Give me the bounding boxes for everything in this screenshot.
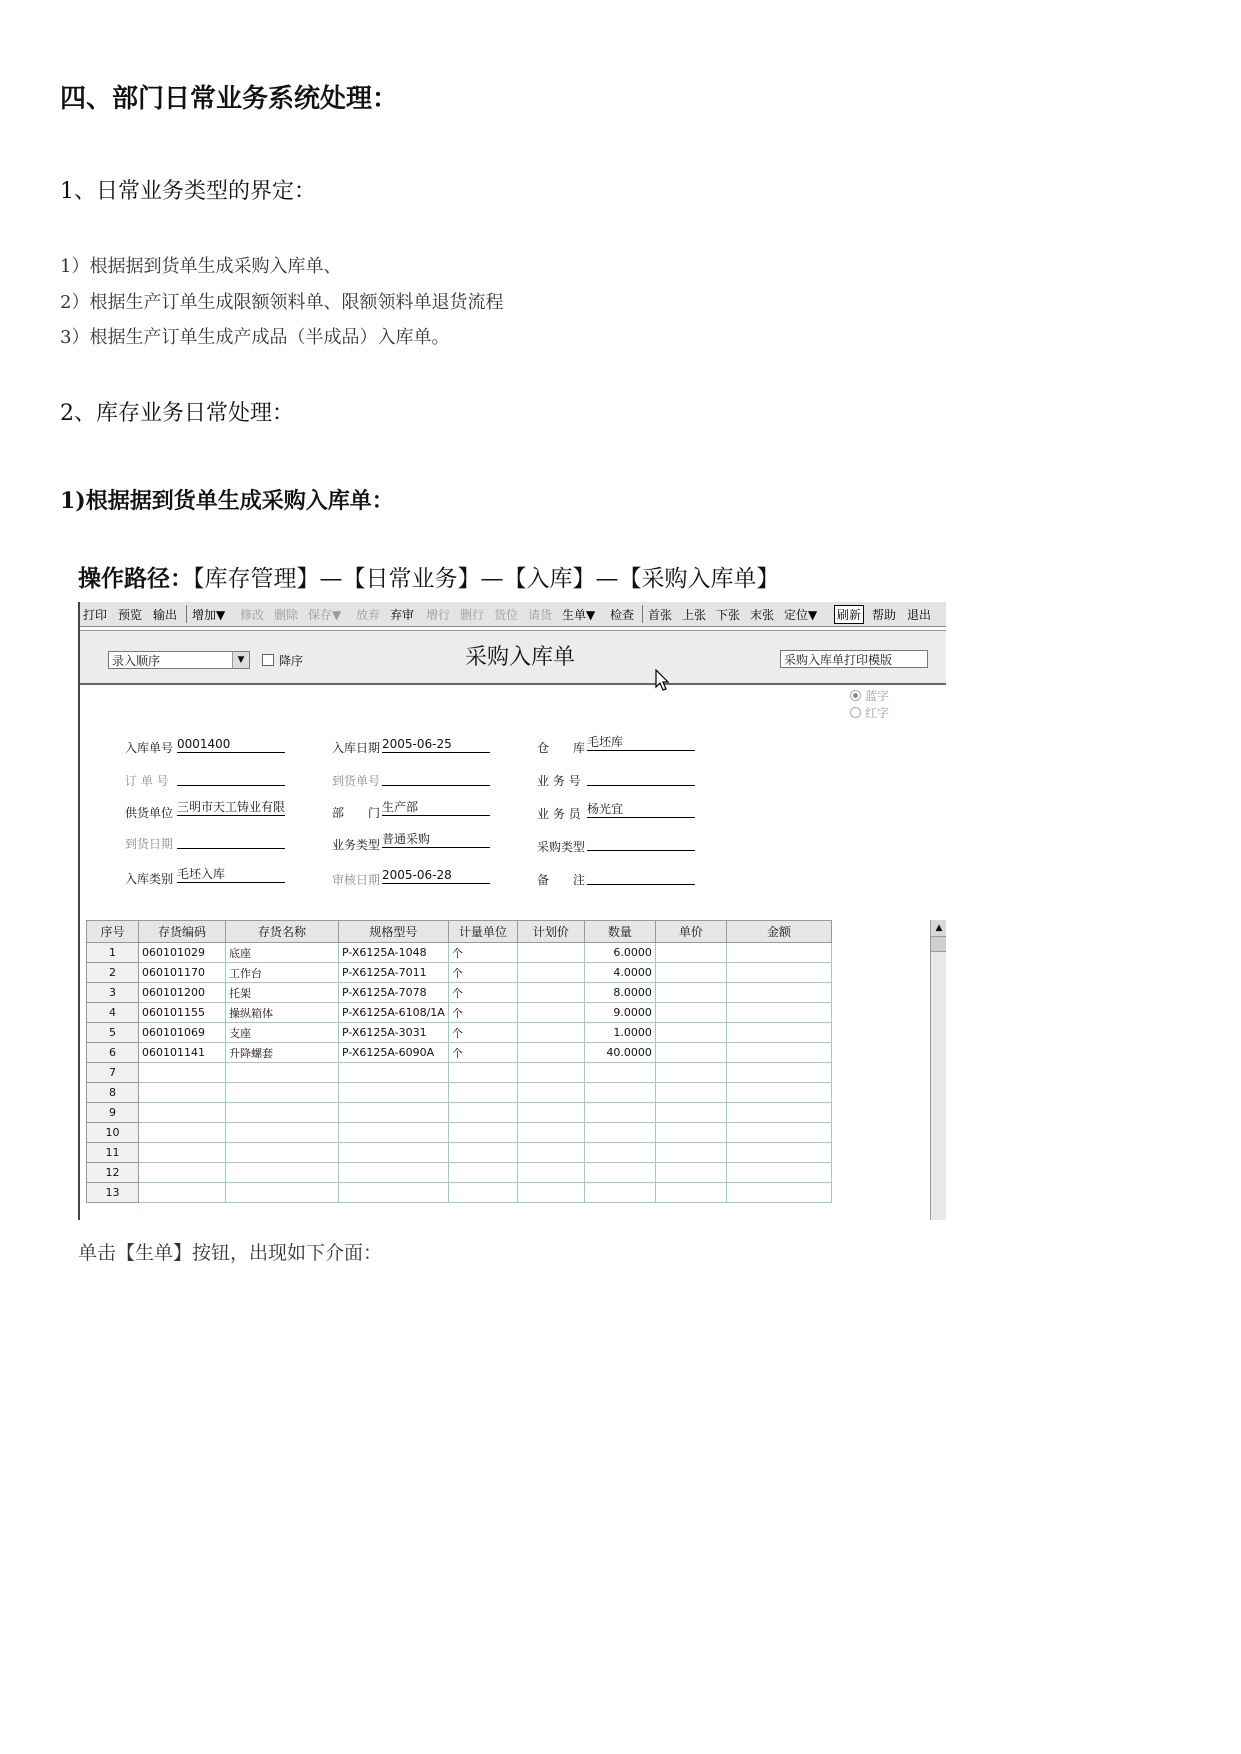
chevron-down-icon[interactable]: ▼ [232,652,249,668]
arrival-no-label: 到货单号 [332,774,381,788]
table-cell[interactable]: 底座 [226,943,339,963]
table-cell[interactable] [448,1103,517,1123]
table-cell[interactable]: 支座 [226,1023,339,1043]
table-cell[interactable] [726,963,831,983]
row-number-cell: 5 [87,1023,139,1043]
table-cell[interactable] [448,1183,517,1203]
print-template-value: 采购入库单打印模版 [784,653,893,667]
table-cell[interactable] [448,1143,517,1163]
table-row[interactable] [87,1063,832,1083]
table-cell[interactable]: 升降螺套 [226,1043,339,1063]
table-cell[interactable] [139,1183,226,1203]
table-cell[interactable] [584,1143,655,1163]
table-cell[interactable]: 6.0000 [584,943,655,963]
table-cell[interactable] [517,1043,584,1063]
generate-button[interactable]: 生单▼ [562,608,596,622]
table-cell[interactable]: P-X6125A-7078 [339,983,449,1003]
remark-label: 备 注 [537,873,586,887]
instruction-text: 单击【生单】按钮，出现如下介面： [78,1242,383,1264]
operation-path-text: 【库存管理】—【日常业务】—【入库】—【采购入库单】 [193,566,780,592]
table-cell[interactable] [139,1083,226,1103]
grid-header-cell[interactable]: 序号 [87,921,139,943]
table-row[interactable] [87,1123,832,1143]
table-cell[interactable] [655,1083,726,1103]
grid-header-cell[interactable]: 金额 [726,921,831,943]
subsection-heading-3: 1)根据据到货单生成采购入库单： [60,488,394,514]
toolbar [80,602,946,627]
table-cell[interactable]: 9.0000 [584,1003,655,1023]
table-cell[interactable]: 40.0000 [584,1043,655,1063]
radio-selected-icon [850,690,861,701]
table-row[interactable] [87,1143,832,1163]
grid-header-cell[interactable]: 数量 [584,921,655,943]
modify-button[interactable]: 修改 [240,608,265,622]
table-cell[interactable] [139,1063,226,1083]
table-cell[interactable] [448,1163,517,1183]
unaudit-button[interactable]: 弃审 [390,608,415,622]
table-cell[interactable] [448,1083,517,1103]
table-cell[interactable] [655,1003,726,1023]
table-cell[interactable] [517,1123,584,1143]
table-cell[interactable] [517,1183,584,1203]
table-cell[interactable] [517,1003,584,1023]
table-cell[interactable] [726,1143,831,1163]
receipt-date-label: 入库日期 [332,741,381,755]
arrival-date-field[interactable] [177,833,285,849]
grid-header-cell[interactable]: 存货编码 [139,921,226,943]
table-cell[interactable]: 操纵箱体 [226,1003,339,1023]
table-row[interactable] [87,1003,832,1023]
delete-row-button[interactable]: 删行 [460,608,485,622]
purchase-receipt-screenshot [78,602,946,1220]
list-item-2: 2）根据生产订单生成限额领料单、限额领料单退货流程 [60,292,504,313]
row-number-cell: 11 [87,1143,139,1163]
table-cell[interactable] [339,1123,449,1143]
table-cell[interactable]: 060101141 [139,1043,226,1063]
table-cell[interactable] [655,963,726,983]
blue-radio[interactable] [850,687,889,704]
table-cell[interactable] [584,1123,655,1143]
table-cell[interactable] [226,1123,339,1143]
clerk-field[interactable]: 杨光宜 [587,802,695,818]
department-label: 部 门 [332,806,381,820]
table-cell[interactable] [339,1143,449,1163]
table-cell[interactable] [339,1163,449,1183]
supplier-label: 供货单位 [125,806,174,820]
table-cell[interactable] [517,1063,584,1083]
refresh-button[interactable]: 刷新 [834,605,864,624]
table-cell[interactable]: 4.0000 [584,963,655,983]
row-number-cell: 6 [87,1043,139,1063]
table-cell[interactable] [517,983,584,1003]
table-cell[interactable] [517,963,584,983]
grid-header-cell[interactable]: 规格型号 [339,921,449,943]
table-cell[interactable] [655,1123,726,1143]
blue-radio-label: 蓝字 [865,689,890,703]
table-row[interactable] [87,1083,832,1103]
table-cell[interactable] [584,1163,655,1183]
operation-path-label: 操作路径： [78,565,193,592]
scroll-thumb[interactable] [931,937,946,952]
table-cell[interactable] [139,1143,226,1163]
table-cell[interactable] [726,943,831,963]
warehouse-field[interactable]: 毛坯库 [587,735,695,751]
next-button[interactable]: 下张 [716,608,741,622]
locate-button[interactable]: 定位▼ [784,608,818,622]
table-row[interactable] [87,963,832,983]
grid-body [87,943,832,1203]
warehouse-label: 仓 库 [537,741,586,755]
table-cell[interactable] [517,1143,584,1163]
output-button[interactable]: 输出 [153,608,178,622]
preview-button[interactable]: 预览 [118,608,143,622]
table-cell[interactable]: 个 [448,983,517,1003]
table-cell[interactable]: 060101155 [139,1003,226,1023]
table-cell[interactable] [726,1043,831,1063]
row-number-cell: 13 [87,1183,139,1203]
table-cell[interactable]: P-X6125A-6090A [339,1043,449,1063]
operation-path [78,560,780,593]
toolbar-divider [642,605,643,623]
table-cell[interactable] [448,1063,517,1083]
table-cell[interactable]: P-X6125A-6108/1A [339,1003,449,1023]
table-cell[interactable] [226,1143,339,1163]
department-field[interactable]: 生产部 [382,800,490,816]
table-cell[interactable]: 8.0000 [584,983,655,1003]
table-cell[interactable] [339,1183,449,1203]
table-cell[interactable]: 托架 [226,983,339,1003]
table-cell[interactable]: 060101029 [139,943,226,963]
order-no-field[interactable] [177,770,285,786]
table-cell[interactable] [726,1003,831,1023]
table-cell[interactable] [584,1083,655,1103]
row-number-cell: 3 [87,983,139,1003]
table-row[interactable] [87,1103,832,1123]
table-cell[interactable] [726,1123,831,1143]
remark-field[interactable] [587,869,695,885]
receipt-no-field[interactable]: 0001400 [177,737,285,753]
descending-label: 降序 [279,654,304,668]
toolbar-divider [186,605,187,623]
table-cell[interactable] [655,1183,726,1203]
row-number-cell: 4 [87,1003,139,1023]
order-no-label: 订 单 号 [125,774,169,788]
prev-button[interactable]: 上张 [682,608,707,622]
list-item-3: 3）根据生产订单生成产成品（半成品）入库单。 [60,327,450,348]
table-cell[interactable]: 060101170 [139,963,226,983]
grid-header-cell[interactable]: 存货名称 [226,921,339,943]
table-cell[interactable]: 个 [448,963,517,983]
table-cell[interactable] [517,1163,584,1183]
table-cell[interactable] [226,1083,339,1103]
location-button[interactable]: 货位 [494,608,519,622]
save-button[interactable]: 保存▼ [308,608,342,622]
grid-header-cell[interactable]: 计划价 [517,921,584,943]
print-template-select[interactable] [780,650,928,668]
business-type-label: 业务类型 [332,838,381,852]
table-cell[interactable]: 个 [448,1003,517,1023]
supplier-field[interactable]: 三明市天工铸业有限 [177,800,286,814]
table-cell[interactable] [655,1103,726,1123]
table-cell[interactable] [726,1103,831,1123]
row-number-cell: 7 [87,1063,139,1083]
table-cell[interactable] [655,1023,726,1043]
order-select-value: 录入顺序 [112,654,161,668]
add-row-button[interactable]: 增行 [426,608,451,622]
request-goods-button[interactable]: 请货 [528,608,553,622]
purchase-type-label: 采购类型 [537,840,586,854]
table-cell[interactable]: P-X6125A-7011 [339,963,449,983]
table-cell[interactable]: 060101069 [139,1023,226,1043]
table-cell[interactable]: P-X6125A-3031 [339,1023,449,1043]
table-cell[interactable]: 个 [448,943,517,963]
arrival-date-label: 到货日期 [125,837,174,851]
audit-date-label: 审核日期 [332,873,381,887]
table-cell[interactable]: 个 [448,1043,517,1063]
table-cell[interactable] [584,1103,655,1123]
row-number-cell: 1 [87,943,139,963]
table-cell[interactable] [655,983,726,1003]
table-cell[interactable]: 060101200 [139,983,226,1003]
table-row[interactable] [87,983,832,1003]
table-cell[interactable] [339,1103,449,1123]
table-cell[interactable] [226,1183,339,1203]
table-cell[interactable] [726,1063,831,1083]
row-number-cell: 12 [87,1163,139,1183]
table-cell[interactable] [726,983,831,1003]
grid-header-cell[interactable]: 单价 [655,921,726,943]
table-cell[interactable]: P-X6125A-1048 [339,943,449,963]
receipt-no-label: 入库单号 [125,741,174,755]
table-cell[interactable] [726,1023,831,1043]
table-cell[interactable]: 1.0000 [584,1023,655,1043]
table-cell[interactable] [139,1163,226,1183]
order-select[interactable] [108,651,250,669]
table-cell[interactable] [726,1083,831,1103]
form-title: 采购入库单 [465,645,576,670]
arrival-no-field[interactable] [382,770,490,786]
table-cell[interactable] [655,1163,726,1183]
table-cell[interactable] [655,1043,726,1063]
print-button[interactable]: 打印 [83,608,108,622]
add-button[interactable]: 增加▼ [192,608,226,622]
table-row[interactable] [87,1183,832,1203]
mouse-cursor-icon [655,669,671,693]
delete-button[interactable]: 删除 [274,608,299,622]
grid-scrollbar[interactable] [930,920,946,1220]
table-cell[interactable] [655,1063,726,1083]
receipt-category-label: 入库类别 [125,872,174,886]
red-radio[interactable] [850,704,889,721]
help-button[interactable]: 帮助 [872,608,897,622]
receipt-date-field[interactable]: 2005-06-25 [382,737,490,753]
subsection-heading-1: 1、日常业务类型的界定： [60,179,316,204]
radio-empty-icon [850,707,861,718]
section-heading: 四、部门日常业务系统处理： [60,84,399,114]
subsection-heading-2: 2、库存业务日常处理： [60,401,294,426]
table-cell[interactable] [655,943,726,963]
table-cell[interactable] [226,1103,339,1123]
table-cell[interactable]: 个 [448,1023,517,1043]
table-cell[interactable] [726,1163,831,1183]
table-row[interactable] [87,1023,832,1043]
last-button[interactable]: 末张 [750,608,775,622]
table-row[interactable] [87,943,832,963]
table-cell[interactable] [226,1163,339,1183]
audit-date-field[interactable]: 2005-06-28 [382,868,490,884]
scroll-up-icon[interactable]: ▲ [931,920,946,937]
grid-header-cell[interactable]: 计量单位 [448,921,517,943]
grid-header-row [87,921,832,943]
table-cell[interactable] [584,1183,655,1203]
table-cell[interactable] [339,1063,449,1083]
exit-button[interactable]: 退出 [907,608,932,622]
table-cell[interactable] [226,1063,339,1083]
row-number-cell: 2 [87,963,139,983]
table-cell[interactable] [655,1143,726,1163]
table-cell[interactable] [726,1183,831,1203]
first-button[interactable]: 首张 [648,608,673,622]
table-row[interactable] [87,1043,832,1063]
table-cell[interactable] [139,1103,226,1123]
table-cell[interactable]: 工作台 [226,963,339,983]
abandon-button[interactable]: 放弃 [356,608,381,622]
items-grid [86,920,832,1203]
business-no-label: 业 务 号 [537,774,581,788]
receipt-category-field[interactable]: 毛坯入库 [177,867,285,883]
check-button[interactable]: 检查 [610,608,635,622]
business-no-field[interactable] [587,770,695,786]
business-type-field[interactable]: 普通采购 [382,832,490,848]
table-cell[interactable] [139,1123,226,1143]
row-number-cell: 9 [87,1103,139,1123]
table-cell[interactable] [448,1123,517,1143]
table-row[interactable] [87,1163,832,1183]
row-number-cell: 10 [87,1123,139,1143]
table-cell[interactable] [517,1103,584,1123]
red-radio-label: 红字 [865,706,890,720]
purchase-type-field[interactable] [587,835,695,851]
descending-checkbox[interactable] [262,654,274,666]
table-cell[interactable] [339,1083,449,1103]
table-cell[interactable] [517,943,584,963]
list-item-1: 1）根据据到货单生成采购入库单、 [60,256,342,277]
table-cell[interactable] [517,1023,584,1043]
table-cell[interactable] [517,1083,584,1103]
clerk-label: 业 务 员 [537,807,581,821]
row-number-cell: 8 [87,1083,139,1103]
table-cell[interactable] [584,1063,655,1083]
